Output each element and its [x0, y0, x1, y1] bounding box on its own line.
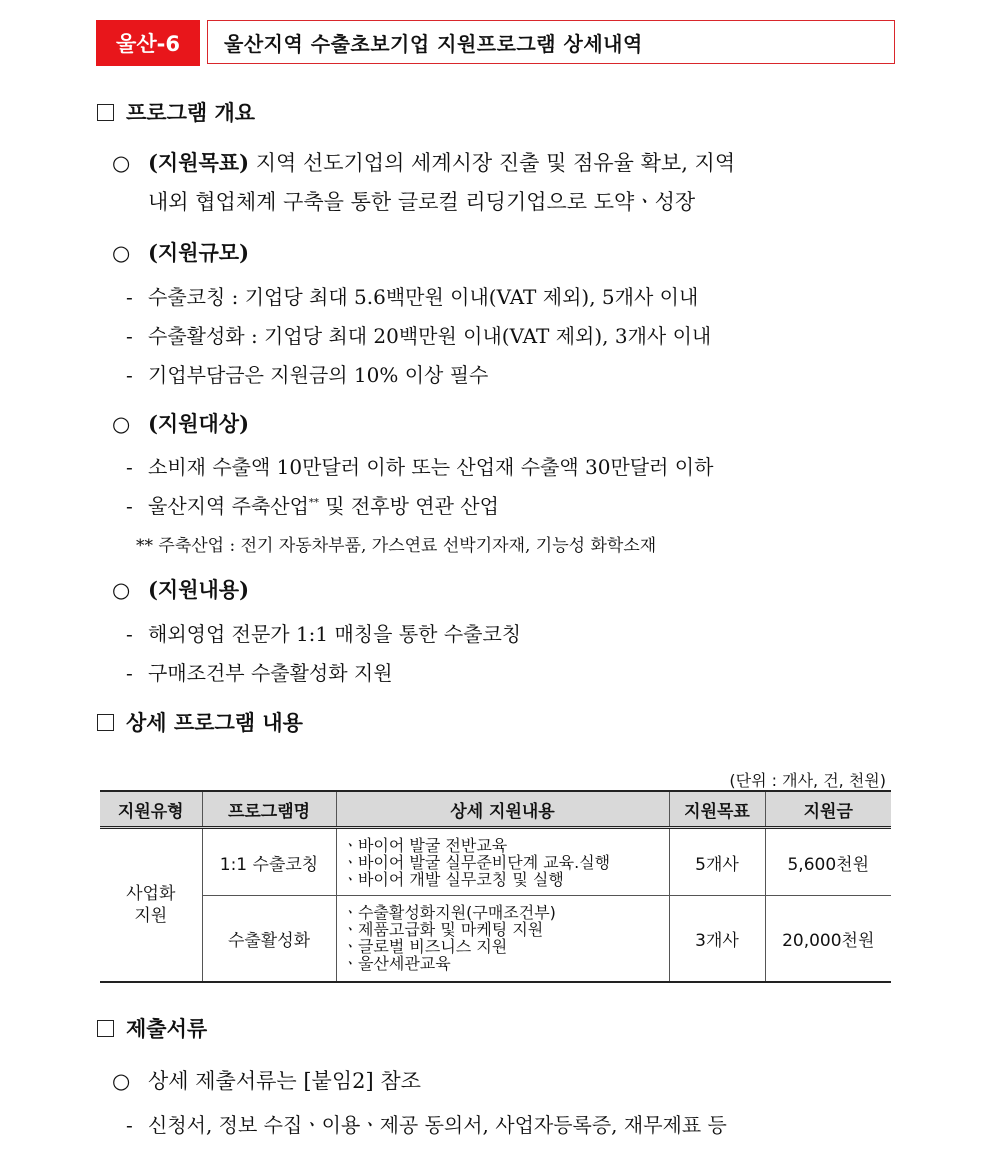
- content-heading: [112, 574, 249, 604]
- section-overview-heading: [97, 97, 255, 127]
- target-cell: 5개사: [669, 828, 765, 896]
- scale-heading: [112, 237, 249, 267]
- table-unit-note: (단위 : 개사, 건, 천원): [729, 771, 886, 790]
- target-item: - 울산지역 주축산업** 및 전후방 연관 산업: [126, 494, 499, 518]
- column-header: 지원유형: [100, 791, 202, 828]
- column-header: 지원목표: [669, 791, 765, 828]
- circle-bullet-icon: ○: [112, 241, 131, 265]
- table-header-row: [100, 791, 891, 828]
- column-header: 상세 지원내용: [336, 791, 669, 828]
- target-cell: 3개사: [669, 896, 765, 982]
- scale-item: - 기업부담금은 지원금의 10% 이상 필수: [126, 363, 489, 387]
- target-item: - 소비재 수출액 10만달러 이하 또는 산업재 수출액 30만달러 이하: [126, 455, 714, 479]
- content-item: - 해외영업 전문가 1:1 매칭을 통한 수출코칭: [126, 622, 522, 646]
- section-title: 프로그램 개요: [126, 101, 256, 125]
- table-row: [100, 896, 891, 982]
- target-note: ** 주축산업 : 전기 자동차부품, 가스연료 선박기자재, 기능성 화학소재: [136, 536, 657, 556]
- section-documents-heading: [97, 1013, 207, 1043]
- checkbox-square-icon: [97, 1020, 114, 1037]
- scale-item: - 수출활성화 : 기업당 최대 20백만원 이내(VAT 제외), 3개사 이내: [126, 324, 712, 348]
- circle-bullet-icon: ○: [112, 412, 131, 436]
- program-name-cell: 1:1 수출코칭: [202, 828, 336, 896]
- scale-label: (지원규모): [148, 240, 250, 265]
- goal-line-2: 내외 협업체계 구축을 통한 글로컬 리딩기업으로 도약ㆍ성장: [148, 190, 696, 214]
- content-label: (지원내용): [148, 577, 250, 602]
- column-header: 지원금: [765, 791, 891, 828]
- checkbox-square-icon: [97, 714, 114, 731]
- documents-line-1: ○ 상세 제출서류는 [붙임2] 참조: [112, 1069, 421, 1093]
- scale-item: - 수출코칭 : 기업당 최대 5.6백만원 이내(VAT 제외), 5개사 이내: [126, 285, 699, 309]
- detail-cell: ㆍ바이어 발굴 전반교육 ㆍ바이어 발굴 실무준비단계 교육.실행 ㆍ바이어 개발 실무코칭 및 실행: [336, 828, 669, 896]
- detail-cell: ㆍ수출활성화지원(구매조건부) ㆍ제품고급화 및 마케팅 지원 ㆍ글로벌 비즈니스 지원 ㆍ울산세관교육: [336, 896, 669, 982]
- documents-line-2: - 신청서, 정보 수집ㆍ이용ㆍ제공 동의서, 사업자등록증, 재무제표 등: [126, 1113, 727, 1137]
- circle-bullet-icon: ○: [112, 1069, 131, 1093]
- support-type-cell: 사업화 지원: [100, 828, 202, 982]
- document-title: 울산지역 수출초보기업 지원프로그램 상세내역: [207, 20, 895, 64]
- goal-label: (지원목표): [148, 150, 250, 175]
- table-row: [100, 828, 891, 896]
- circle-bullet-icon: ○: [112, 578, 131, 602]
- document-tag: 울산-6: [96, 20, 200, 66]
- checkbox-square-icon: [97, 104, 114, 121]
- program-name-cell: 수출활성화: [202, 896, 336, 982]
- section-detail-heading: [97, 707, 303, 737]
- target-label: (지원대상): [148, 411, 250, 436]
- goal-line-1: [112, 147, 735, 177]
- section-title: 상세 프로그램 내용: [126, 711, 303, 735]
- amount-cell: 20,000천원: [765, 896, 891, 982]
- section-title: 제출서류: [126, 1017, 208, 1041]
- target-heading: [112, 408, 249, 438]
- content-item: - 구매조건부 수출활성화 지원: [126, 661, 393, 685]
- circle-bullet-icon: ○: [112, 151, 131, 175]
- column-header: 프로그램명: [202, 791, 336, 828]
- amount-cell: 5,600천원: [765, 828, 891, 896]
- program-table: [100, 790, 891, 983]
- goal-text-1: 지역 선도기업의 세계시장 진출 및 점유율 확보, 지역: [249, 151, 736, 175]
